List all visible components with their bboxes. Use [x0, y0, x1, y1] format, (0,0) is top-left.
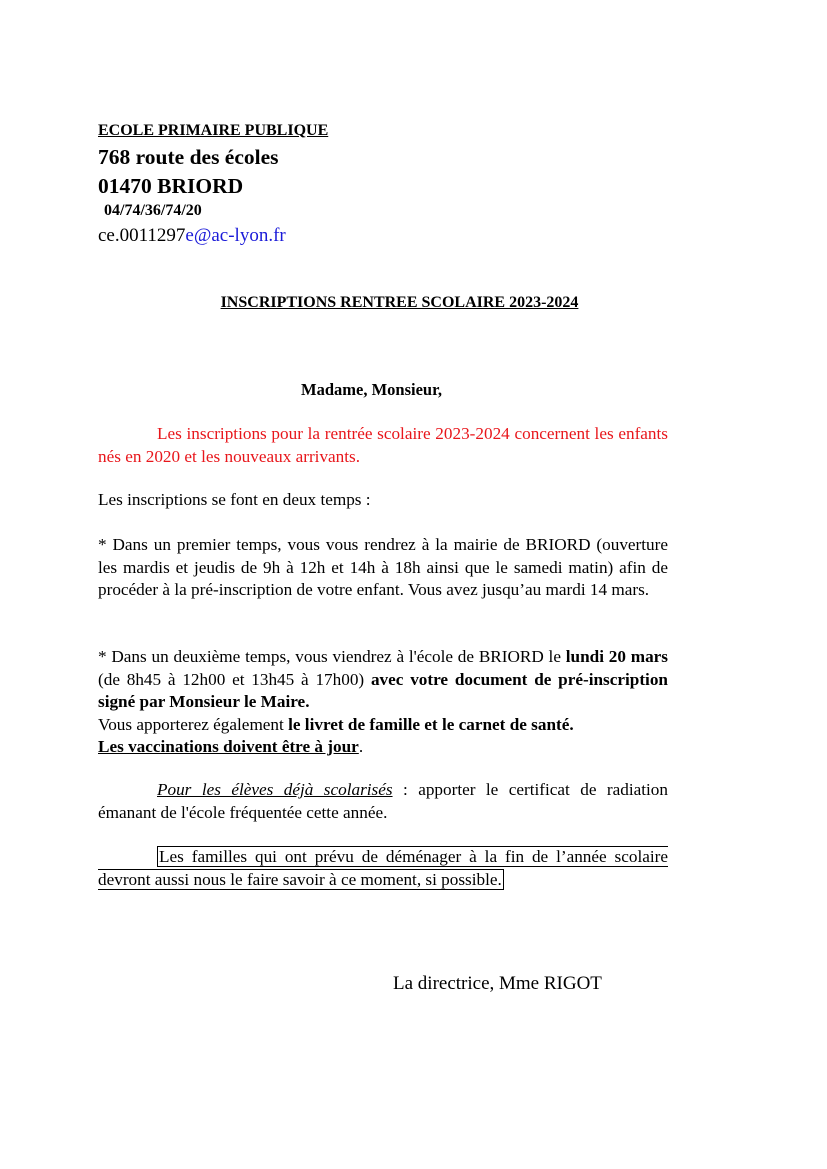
school-city: 01470 BRIORD — [98, 174, 244, 198]
already-enrolled-text: : apporter le certificat de radiation émanant de l'école fréquentée cette année. — [98, 780, 668, 822]
second-step-paragraph — [98, 646, 668, 759]
two-steps-paragraph: Les inscriptions se font en deux temps : — [98, 490, 371, 509]
school-street: 768 route des écoles — [98, 145, 279, 169]
document-title — [0, 294, 767, 312]
intro-paragraph: Les inscriptions pour la rentrée scolaire 2023-2024 concernent les enfants nés en 2020 et les nouveaux arrivants. — [98, 424, 668, 466]
email-local: ce.0011297 — [98, 225, 186, 246]
vaccination-notice: Les vaccinations doivent être à jour — [98, 737, 359, 756]
second-step-hours: (de 8h45 à 12h00 et 13h45 à 17h00) — [98, 669, 371, 689]
already-enrolled-label: Pour les élèves déjà scolarisés — [157, 780, 393, 799]
second-step-intro: * Dans un deuxième temps, vous viendrez à l'école de BRIORD le — [98, 647, 566, 666]
second-step-document: avec votre document de pré-inscription signé par Monsieur le Maire. — [98, 669, 668, 711]
moving-notice-paragraph — [98, 846, 668, 891]
second-step-bring: le livret de famille et le carnet de santé. — [288, 714, 574, 734]
moving-notice-box: Les familles qui ont prévu de déménager à la fin de l’année scolaire devront aussi nous le faire savoir à ce moment, si possible. — [98, 847, 668, 889]
already-enrolled-paragraph — [98, 779, 668, 824]
document-title-text: INSCRIPTIONS RENTREE SCOLAIRE 2023-2024 — [220, 294, 579, 311]
school-email — [98, 225, 286, 247]
first-step-paragraph: * Dans un premier temps, vous vous rendrez à la mairie de BRIORD (ouverture les mardis et jeudis de 9h à 12h et 14h à 18h ainsi que le samedi matin) afin de procéder à la pré-inscription de votre enfant. Vous avez jusqu’au mardi 14 mars. — [98, 535, 668, 599]
salutation: Madame, Monsieur, — [301, 380, 443, 399]
second-step-bring-intro: Vous apporterez également — [98, 714, 289, 734]
school-name: ECOLE PRIMAIRE PUBLIQUE — [98, 122, 329, 139]
second-step-date: lundi 20 mars — [565, 647, 668, 666]
signature: La directrice, Mme RIGOT — [393, 973, 602, 994]
email-domain-link[interactable]: e@ac-lyon.fr — [185, 225, 286, 246]
vaccination-end: . — [358, 737, 364, 756]
school-phone: 04/74/36/74/20 — [104, 202, 202, 219]
